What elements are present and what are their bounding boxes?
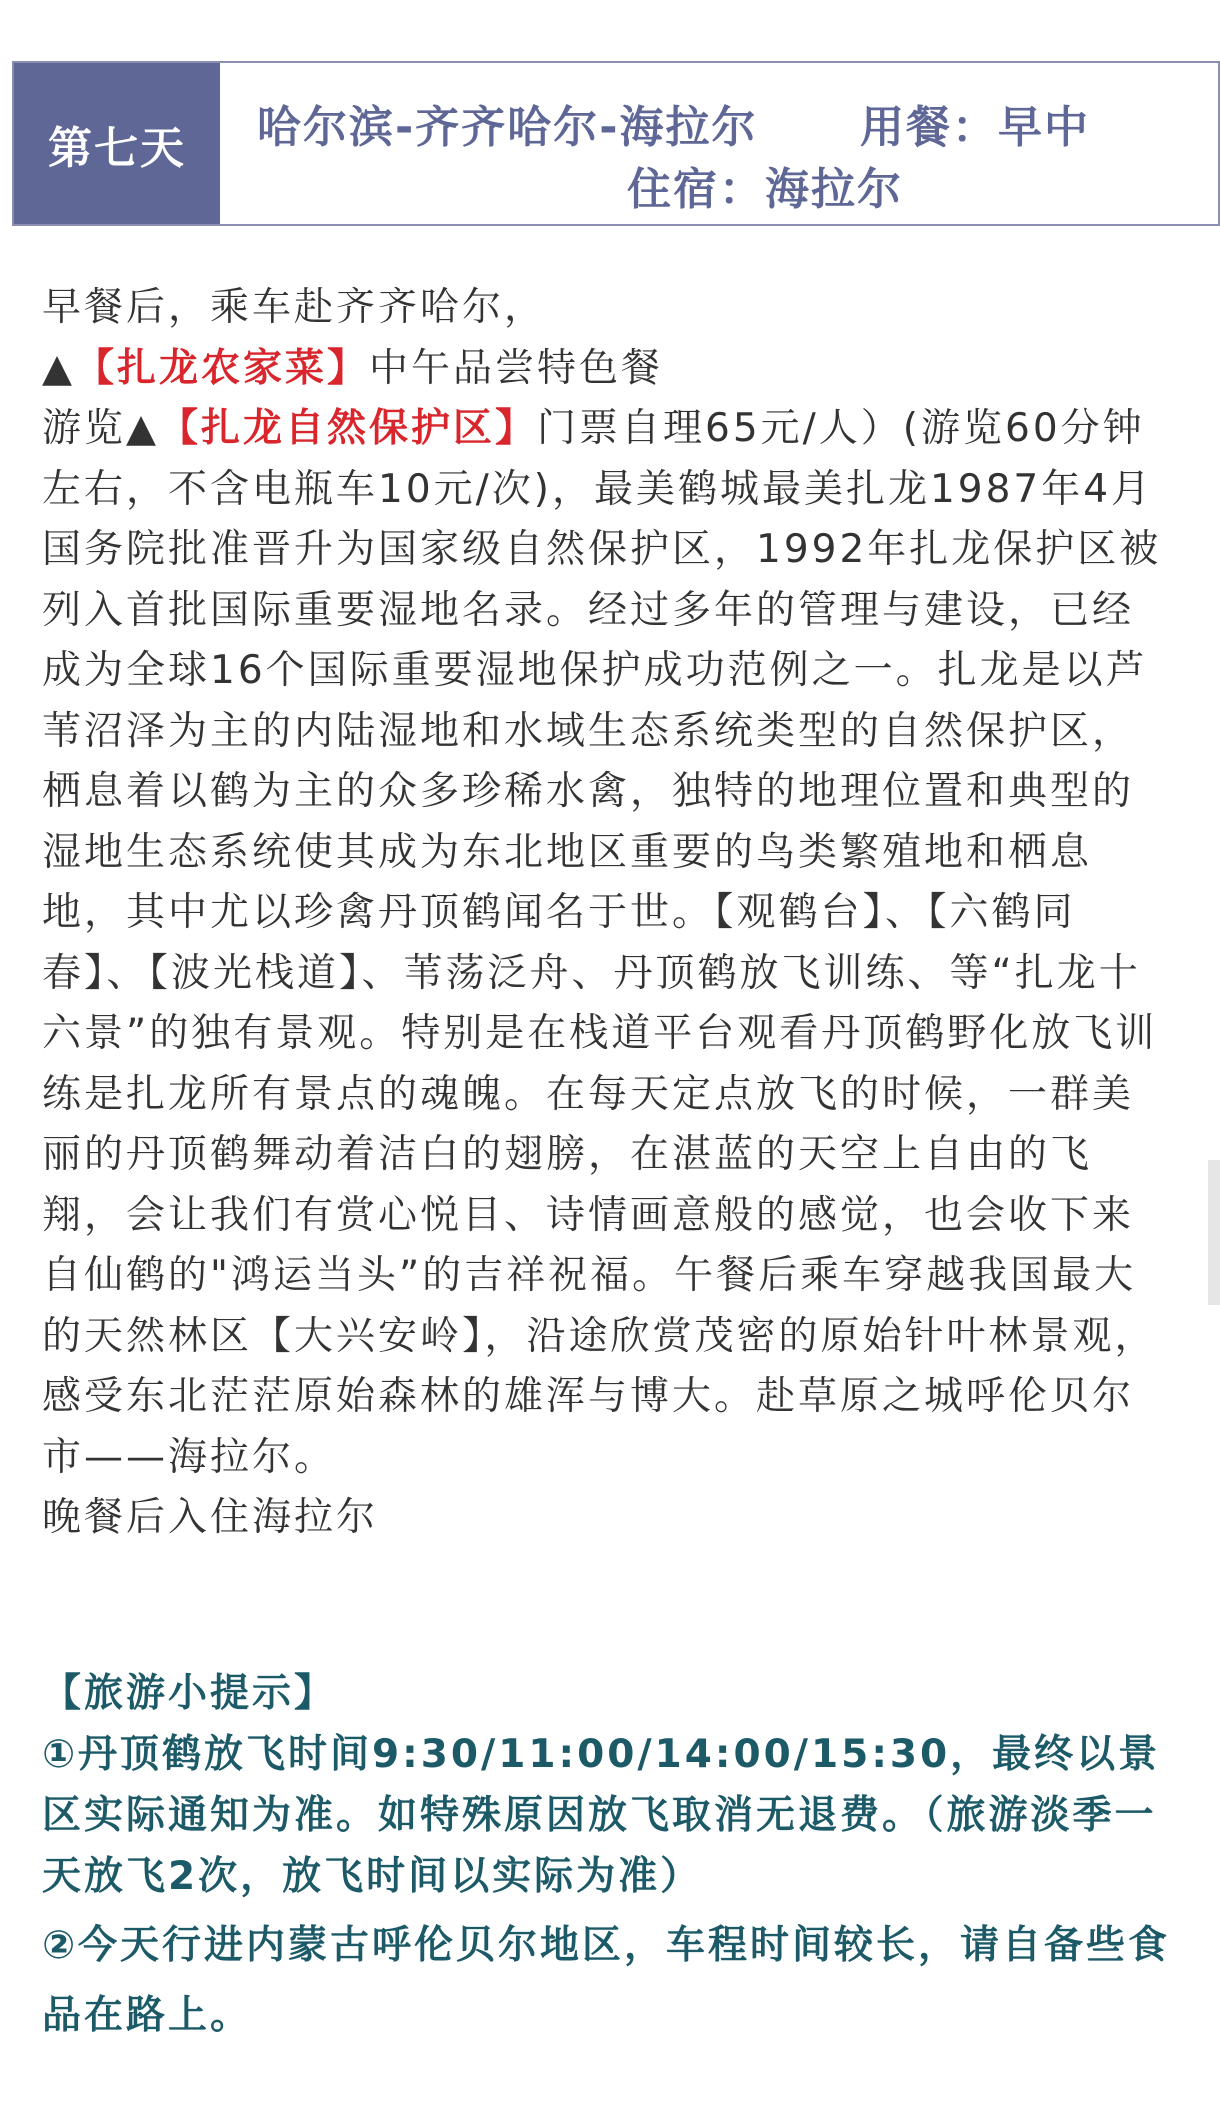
morning-line: 早餐后，乘车赴齐齐哈尔， [42,285,547,330]
lunch-highlight: 【扎龙农家菜】 [75,345,370,391]
tour-text: 门票自理65元/人）(游览60分钟左右，不含电瓶车10元/次)，最美鹤城最美扎龙1987年4月国务院批准晋升为国家级自然保护区，1992年扎龙保护区被列入首批国际重要湿地名录。经过多年的管理与建设，已经成为全球16个国际重要湿地保护成功范例之一。扎龙是以芦苇沼泽为主的内陆湿地和水域生态系统类型的自然保护区，栖息着以鹤为主的众多珍稀水禽，独特的地理位置和典型的湿地生态系统使其成为东北地区重要的鸟类繁殖地和栖息地，其中尤以珍禽丹顶鹤闻名于世。【观鹤台】、【六鹤同春】、【波光栈道】、苇荡泛舟、丹顶鹤放飞训练、等“扎龙十六景”的独有景观。特别是在栈道平台观看丹顶鹤野化放飞训练是扎龙所有景点的魂魄。在每天定点放飞的时候，一群美丽的丹顶鹤舞动着洁白的翅膀，在湛蓝的天空上自由的飞翔，会让我们有赏心悦目、诗情画意般的感觉，也会收下来自仙鹤的"鸿运当头”的吉祥祝福。午餐后乘车穿越我国最大的天然林区【大兴安岭】，沿途欣赏茂密的原始针叶林景观，感受东北茫茫原始森林的雄浑与博大。赴草原之城呼伦贝尔市——海拉尔。 [42,406,1162,1480]
itinerary-body [42,278,1172,1549]
evening-line: 晚餐后入住海拉尔 [42,1495,379,1540]
tips-title: 【旅游小提示】 [42,1671,337,1716]
tip-1: ①丹顶鹤放飞时间9:30/11:00/14:00/15:30，最终以景区实际通知为准。如特殊原因放飞取消无退费。（旅游淡季一天放飞2次，放飞时间以实际为准） [42,1732,1161,1899]
scrollbar[interactable] [1208,1160,1220,1305]
day-badge: 第七天 [14,63,220,224]
lunch-text: 中午品尝特色餐 [369,345,664,391]
lunch-line [42,339,1172,400]
meal-info: 用餐：早中 [860,102,1090,153]
day-header [12,61,1220,226]
travel-tips [42,1663,1172,2051]
triangle-icon: ▲ [126,406,160,451]
tip-2: ②今天行进内蒙古呼伦贝尔地区，车程时间较长，请自备些食品在路上。 [42,1923,1171,2038]
tour-paragraph [42,399,1172,1488]
stay-info: 住宿：海拉尔 [627,164,903,215]
triangle-icon: ▲ [42,345,75,391]
tour-highlight: 【扎龙自然保护区】 [159,406,538,451]
tour-prefix: 游览 [42,406,127,451]
route-title: 哈尔滨-齐齐哈尔-海拉尔 [257,102,758,153]
